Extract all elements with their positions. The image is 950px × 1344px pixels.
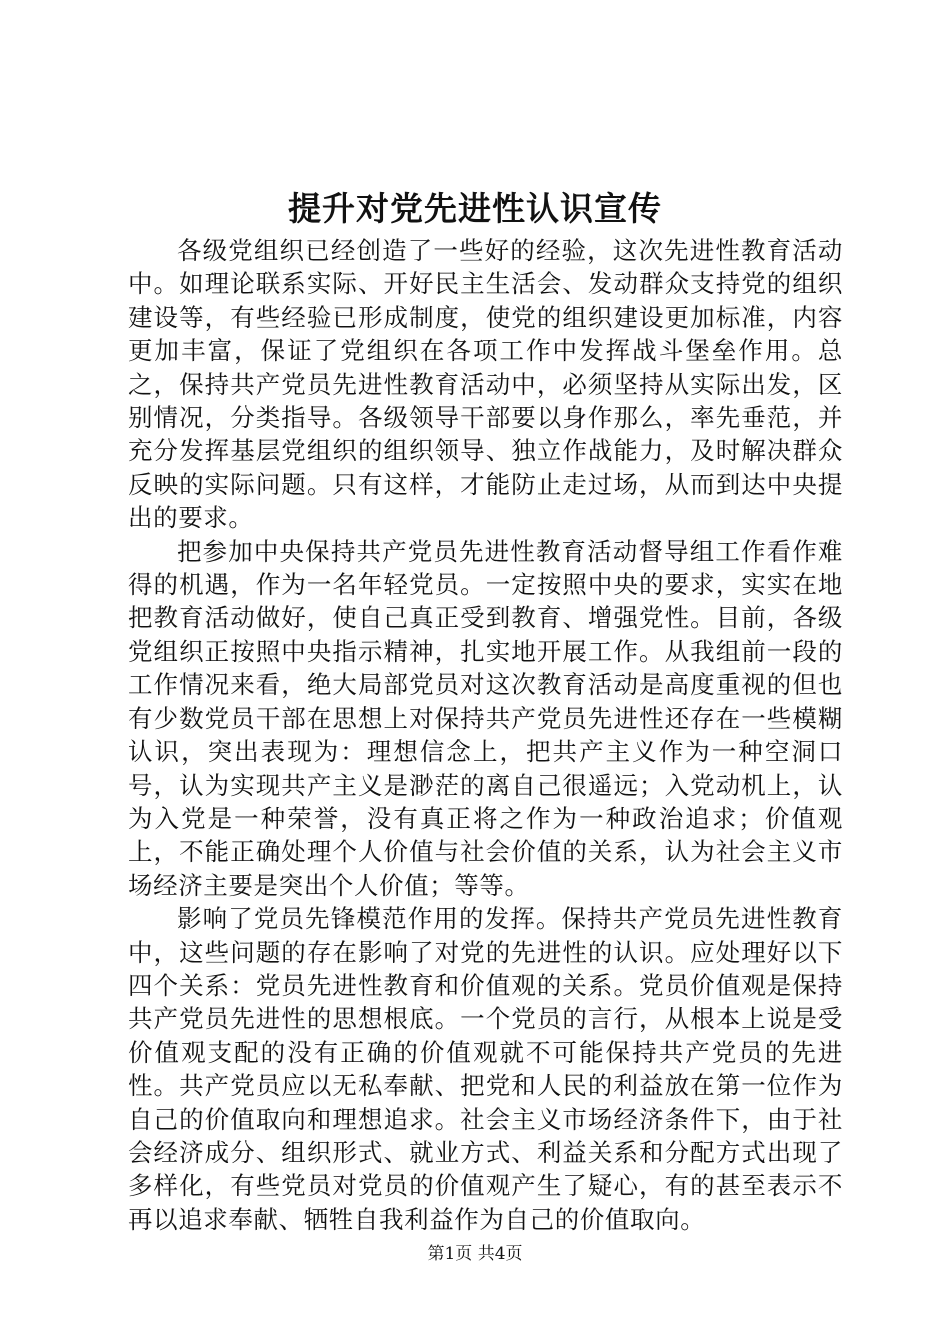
paragraph-2: 把参加中央保持共产党员先进性教育活动督导组工作看作难得的机遇，作为一名年轻党员。一定按照中央的要求，实实在地把教育活动做好，使自己真正受到教育、增强党性。目前，各级党组织正按照中央指示精神，扎实地开展工作。从我组前一段的工作情况来看，绝大局部党员对这次教育活动是高度重视的但也有少数党员干部在思想上对保持共产党员先进性还存在一些模糊认识，突出表现为：理想信念上，把共产主义作为一种空洞口号，认为实现共产主义是渺茫的离自己很遥远；入党动机上，认为入党是一种荣誉，没有真正将之作为一种政治追求；价值观上，不能正确处理个人价值与社会价值的关系，认为社会主义市场经济主要是突出个人价值；等等。 [128, 536, 843, 900]
paragraph-3: 影响了党员先锋模范作用的发挥。保持共产党员先进性教育中，这些问题的存在影响了对党的先进性的认识。应处理好以下四个关系：党员先进性教育和价值观的关系。党员价值观是保持共产党员先进性的思想根底。一个党员的言行，从根本上说是受价值观支配的没有正确的价值观就不可能保持共产党员的先进性。共产党员应以无私奉献、把党和人民的利益放在第一位作为自己的价值取向和理想追求。社会主义市场经济条件下，由于社会经济成分、组织形式、就业方式、利益关系和分配方式出现了多样化，有些党员对党员的价值观产生了疑心，有的甚至表示不再以追求奉献、牺牲自我利益作为自己的价值取向。 [128, 904, 843, 1234]
paragraph-1: 各级党组织已经创造了一些好的经验，这次先进性教育活动中。如理论联系实际、开好民主生活会、发动群众支持党的组织建设等，有些经验已形成制度，使党的组织建设更加标准，内容更加丰富，保证了党组织在各项工作中发挥战斗堡垒作用。总之，保持共产党员先进性教育活动中，必须坚持从实际出发，区别情况，分类指导。各级领导干部要以身作那么，率先垂范，并充分发挥基层党组织的组织领导、独立作战能力，及时解决群众反映的实际问题。只有这样，才能防止走过场，从而到达中央提出的要求。 [128, 236, 843, 533]
document-body [128, 234, 843, 1236]
page-footer: 第1页 共4页 [427, 1244, 523, 1264]
document-title: 提升对党先进性认识宣传 [288, 189, 662, 228]
